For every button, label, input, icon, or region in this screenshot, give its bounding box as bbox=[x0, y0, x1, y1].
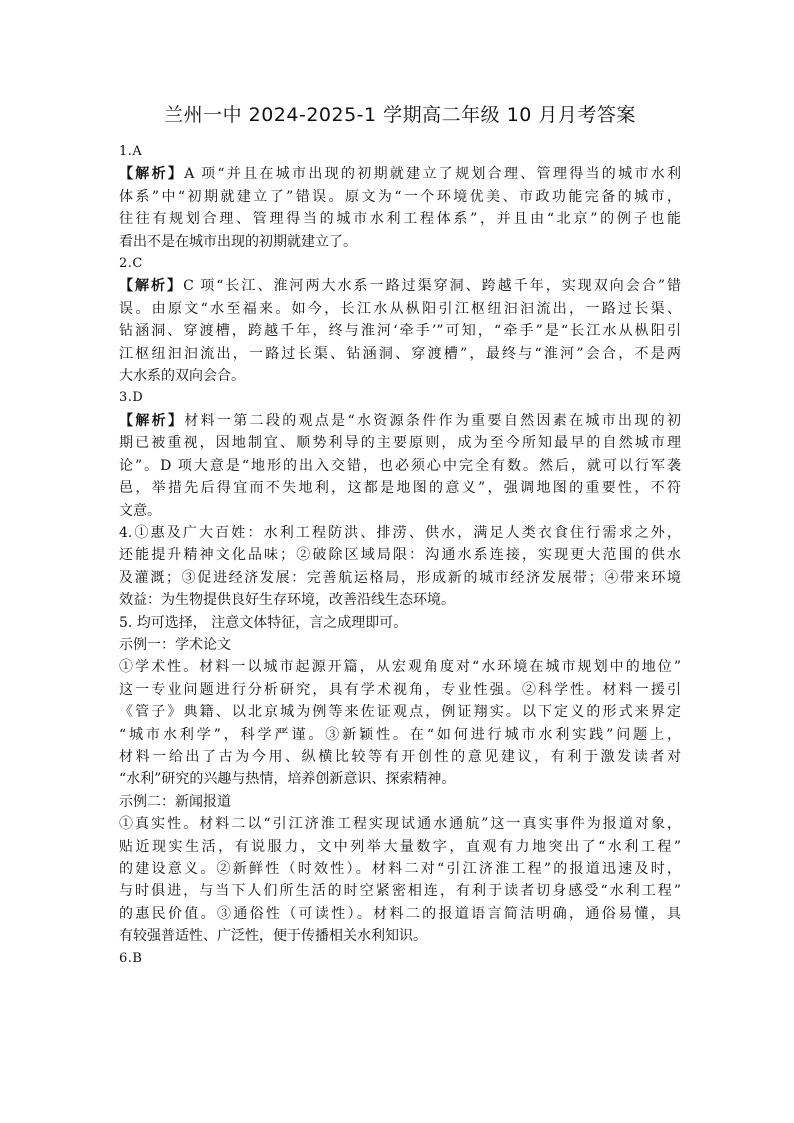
text-line: ①真实性。材料二以“引江济淮工程实现试通水通航”这一真实事件为报道对象， bbox=[119, 816, 681, 833]
text-line: 看出不是在城市出现的初期就建立了。 bbox=[119, 233, 357, 250]
text-line: ①学术性。材料一以城市起源开篇，从宏观角度对“水环境在城市规划中的地位” bbox=[119, 659, 681, 676]
text-line: 这一专业问题进行分析研究，具有学术视角，专业性强。②科学性。材料一援引 bbox=[119, 681, 681, 698]
text-line: 的建设意义。②新鲜性（时效性）。材料二对“引江济淮工程”的报道迅速及时， bbox=[119, 861, 681, 877]
analysis-tag: 【解析】 bbox=[119, 278, 184, 295]
text-line bbox=[119, 163, 681, 185]
text-line: 示例一：学术论文 bbox=[119, 636, 231, 653]
analysis-text: C 项“长江、淮河两大水系一路过渠穿洞、跨越千年，实现双向会合”错 bbox=[183, 278, 681, 295]
analysis-tag: 【解析】 bbox=[119, 412, 185, 429]
text-line: “城市水利学”，科学严谨。③新颖性。在“如何进行城市水利实践”问题上， bbox=[119, 726, 681, 743]
analysis-text: 材料一第二段的观点是“水资源条件作为重要自然因素在城市出现的初 bbox=[184, 412, 681, 429]
text-line: 4.①惠及广大百姓：水利工程防洪、排涝、供水，满足人类衣食住行需求之外， bbox=[119, 524, 681, 541]
text-line: 还能提升精神文化品味；②破除区域局限：沟通水系连接，实现更大范围的供水 bbox=[119, 547, 681, 564]
answer-key-line: 1.A bbox=[119, 144, 143, 159]
text-line: 邑，举措先后得宜而不失地利，这都是地图的意义”，强调地图的重要性，不符 bbox=[119, 480, 681, 497]
text-line: 的惠民价值。③通俗性（可读性）。材料二的报道语言简洁明确，通俗易懂，具 bbox=[119, 905, 681, 922]
text-line: 及灌溉；③促进经济发展：完善航运格局，形成新的城市经济发展带；④带来环境 bbox=[119, 569, 681, 586]
text-line bbox=[119, 410, 681, 432]
text-line: 示例二：新闻报道 bbox=[119, 793, 231, 810]
answer-key-line: 3.D bbox=[119, 390, 144, 406]
text-line: 误。由原文“水至福来。如今，长江水从枞阳引江枢纽汩汩流出，一路过长渠、 bbox=[119, 300, 681, 317]
analysis-tag: 【解析】 bbox=[119, 166, 185, 183]
text-line: 《管子》典籍、以北京城为例等来佐证观点，例证翔实。以下定义的形式来界定 bbox=[119, 704, 681, 721]
text-line: 5. 均可选择， 注意文体特征，言之成理即可。 bbox=[119, 614, 408, 631]
text-line: 大水系的双向会合。 bbox=[119, 368, 245, 385]
document-body bbox=[119, 141, 681, 970]
text-line: 贴近现实生活，有说服力，文中列举大量数字，直观有力地突出了“水利工程” bbox=[119, 838, 681, 855]
text-line: 钻涵洞、穿渡槽，跨越千年，终与淮河‘牵手’”可知，“牵手”是“长江水从枞阳引 bbox=[119, 323, 681, 340]
answer-document bbox=[119, 100, 681, 970]
text-line: 体系”中“初期就建立了”错误。原文为“一个环境优美、市政功能完备的城市， bbox=[119, 188, 681, 205]
answer-key-line: 2.C bbox=[119, 256, 143, 272]
answer-key-line: 6.B bbox=[119, 950, 143, 966]
text-line: 文意。 bbox=[119, 502, 161, 519]
text-line: 效益：为生物提供良好生存环境，改善沿线生态环境。 bbox=[119, 592, 455, 609]
text-line: 往往有规划合理、管理得当的城市水利工程体系”，并且由“北京”的例子也能 bbox=[119, 211, 681, 228]
text-line: 论”。D 项大意是“地形的出入交错，也必须心中完全有数。然后，就可以行军袭 bbox=[119, 457, 681, 474]
text-line: 材料一给出了古为今用、纵横比较等有开创性的意见建议，有利于激发读者对 bbox=[119, 748, 681, 765]
text-line: 有较强普适性、广泛性，便于传播相关水利知识。 bbox=[119, 928, 427, 945]
text-line: “水利”研究的兴趣与热情，培养创新意识、探索精神。 bbox=[119, 771, 456, 788]
text-line bbox=[119, 275, 681, 297]
analysis-text: A 项“并且在城市出现的初期就建立了规划合理、管理得当的城市水利 bbox=[184, 166, 681, 183]
document-title: 兰州一中 2024-2025-1 学期高二年级 10 月月考答案 bbox=[164, 104, 636, 126]
text-line: 与时俱进，与当下人们所生活的时空紧密相连，有利于读者切身感受“水利工程” bbox=[119, 883, 681, 900]
text-line: 江枢纽汩汩流出，一路过长渠、钻涵洞、穿渡槽”，最终与“淮河”会合，不是两 bbox=[119, 345, 681, 362]
text-line: 期已被重视，因地制宜、顺势利导的主要原则，成为至今所知最早的自然城市理 bbox=[119, 435, 681, 452]
